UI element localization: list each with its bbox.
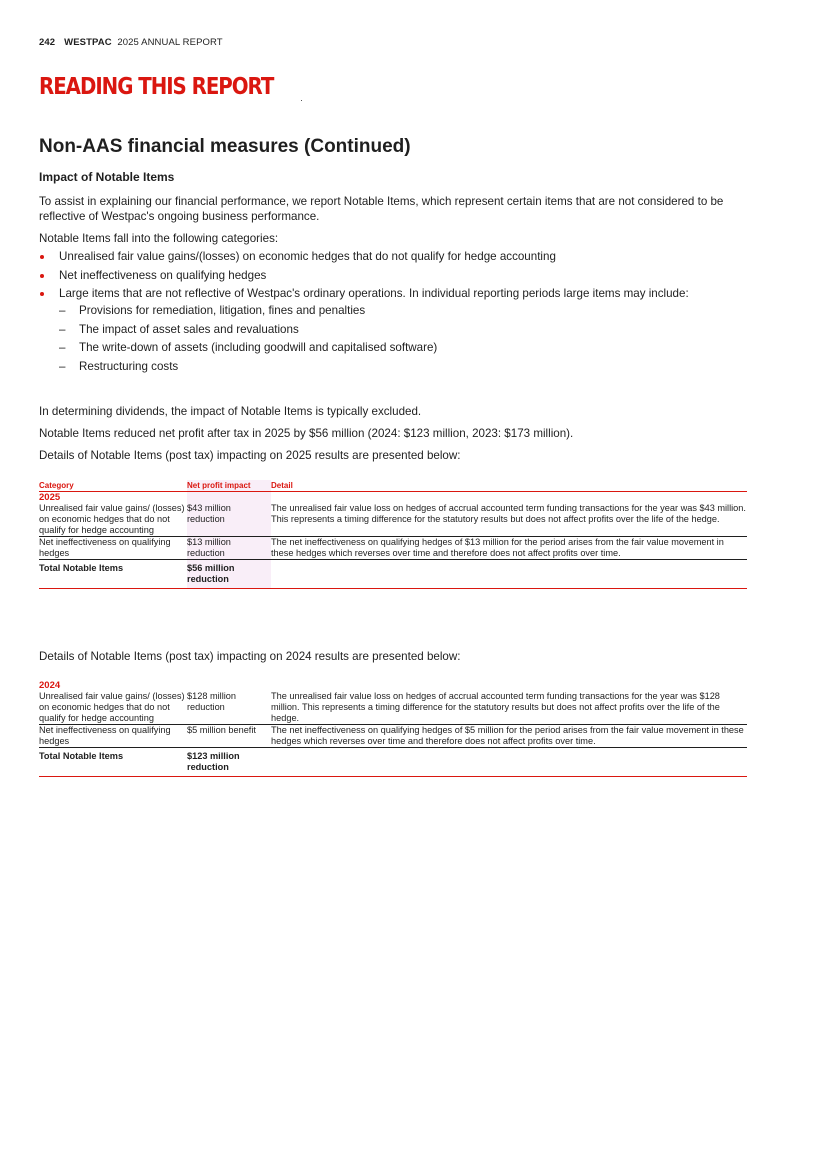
impact-cell: $128 million reduction xyxy=(187,691,271,725)
category-cell: Unrealised fair value gains/ (losses) on economic hedges that do not qualify for hedge accounting xyxy=(39,691,187,725)
list-item: Net ineffectiveness on qualifying hedges xyxy=(39,268,739,283)
dash-icon: – xyxy=(59,322,66,336)
bullet-dot-icon xyxy=(40,274,44,278)
page-title: Non-AAS financial measures (Continued) xyxy=(39,136,411,157)
notable-items-table-2025 xyxy=(39,480,747,589)
subheading: Impact of Notable Items xyxy=(39,170,175,184)
detail-cell: The net ineffectiveness on qualifying hedges of $13 million for the period arises from the fair value movement in these hedges which reverses over time and therefore does not affect profits over time. xyxy=(271,537,747,560)
header-category: Category xyxy=(39,480,187,492)
table-row xyxy=(39,725,747,748)
category-list xyxy=(39,249,739,377)
table-row xyxy=(39,691,747,725)
dash-icon: – xyxy=(59,304,66,317)
sub-list-item: – Restructuring costs xyxy=(59,359,179,373)
header-detail: Detail xyxy=(271,480,747,492)
section-banner: READING THIS REPORT xyxy=(39,74,274,100)
year-row xyxy=(39,680,747,691)
total-label: Total Notable Items xyxy=(39,748,187,777)
header-impact: Net profit impact xyxy=(187,480,271,492)
total-label: Total Notable Items xyxy=(39,560,187,589)
category-cell: Unrealised fair value gains/ (losses) on economic hedges that do not qualify for hedge accounting xyxy=(39,503,187,537)
category-cell: Net ineffectiveness on qualifying hedges xyxy=(39,537,187,560)
table-header-row xyxy=(39,480,747,492)
table-row xyxy=(39,503,747,537)
total-row xyxy=(39,748,747,777)
details-2024-paragraph: Details of Notable Items (post tax) impacting on 2024 results are presented below: xyxy=(39,650,461,663)
intro-paragraph: To assist in explaining our financial performance, we report Notable Items, which represent certain items that are not considered to be reflective of Westpac's ongoing business performance. xyxy=(39,195,724,223)
impact-cell: $13 million reduction xyxy=(187,537,271,560)
sub-list-item: – The impact of asset sales and revaluations xyxy=(59,322,299,336)
detail-cell: The unrealised fair value loss on hedges of accrual accounted term funding transactions for the year was $43 million. This represents a timing difference for the statutory results but does not affect profits over the life of the hedge. xyxy=(271,503,747,537)
sub-list xyxy=(59,303,739,374)
total-row xyxy=(39,560,747,589)
sub-list-item: – The write-down of assets (including goodwill and capitalised software) xyxy=(59,341,438,354)
detail-cell: The net ineffectiveness on qualifying hedges of $5 million for the period arises from the fair value movement in these hedges which reverses over time and therefore does not affect profits over time. xyxy=(271,725,747,748)
year-label: 2024 xyxy=(39,680,61,691)
list-item: Large items that are not reflective of Westpac's ordinary operations. In individual reporting periods large items may include: – Provisions for remediation, litigation, fines and penalties – The impact of asset sales and revaluations – The write-down of assets (including goodwill and capitalised software) – Restructuring costs xyxy=(39,286,739,374)
total-impact: $56 million reduction xyxy=(187,560,271,589)
notable-items-table-2024 xyxy=(39,680,747,777)
sub-list-item: – Provisions for remediation, litigation, fines and penalties xyxy=(59,304,366,317)
dash-icon: – xyxy=(59,341,66,354)
bullet-dot-icon xyxy=(40,292,44,296)
total-impact: $123 million reduction xyxy=(187,748,271,777)
dividends-paragraph: In determining dividends, the impact of Notable Items is typically excluded. xyxy=(39,405,422,418)
stray-dot xyxy=(301,100,302,101)
page-number: 242 xyxy=(39,37,56,48)
impact-cell: $5 million benefit xyxy=(187,725,271,748)
detail-cell: The unrealised fair value loss on hedges of accrual accounted term funding transactions for the year was $128 million. This represents a timing difference for the statutory results but does not affect profits over the life of the hedge. xyxy=(271,691,747,725)
report-name: 2025 ANNUAL REPORT xyxy=(117,37,223,48)
year-label: 2025 xyxy=(39,492,61,503)
year-row xyxy=(39,492,747,504)
list-item: Unrealised fair value gains/(losses) on economic hedges that do not qualify for hedge accounting xyxy=(39,249,739,264)
bullet-dot-icon xyxy=(40,255,44,259)
categories-lead: Notable Items fall into the following categories: xyxy=(39,232,279,245)
details-2025-paragraph: Details of Notable Items (post tax) impacting on 2025 results are presented below: xyxy=(39,449,461,462)
brand-name: WESTPAC xyxy=(64,37,112,48)
dash-icon: – xyxy=(59,359,66,373)
table-row xyxy=(39,537,747,560)
category-cell: Net ineffectiveness on qualifying hedges xyxy=(39,725,187,748)
reduced-paragraph: Notable Items reduced net profit after tax in 2025 by $56 million (2024: $123 million, 2023: $173 million). xyxy=(39,427,574,440)
impact-cell: $43 million reduction xyxy=(187,503,271,537)
running-head xyxy=(39,37,223,48)
